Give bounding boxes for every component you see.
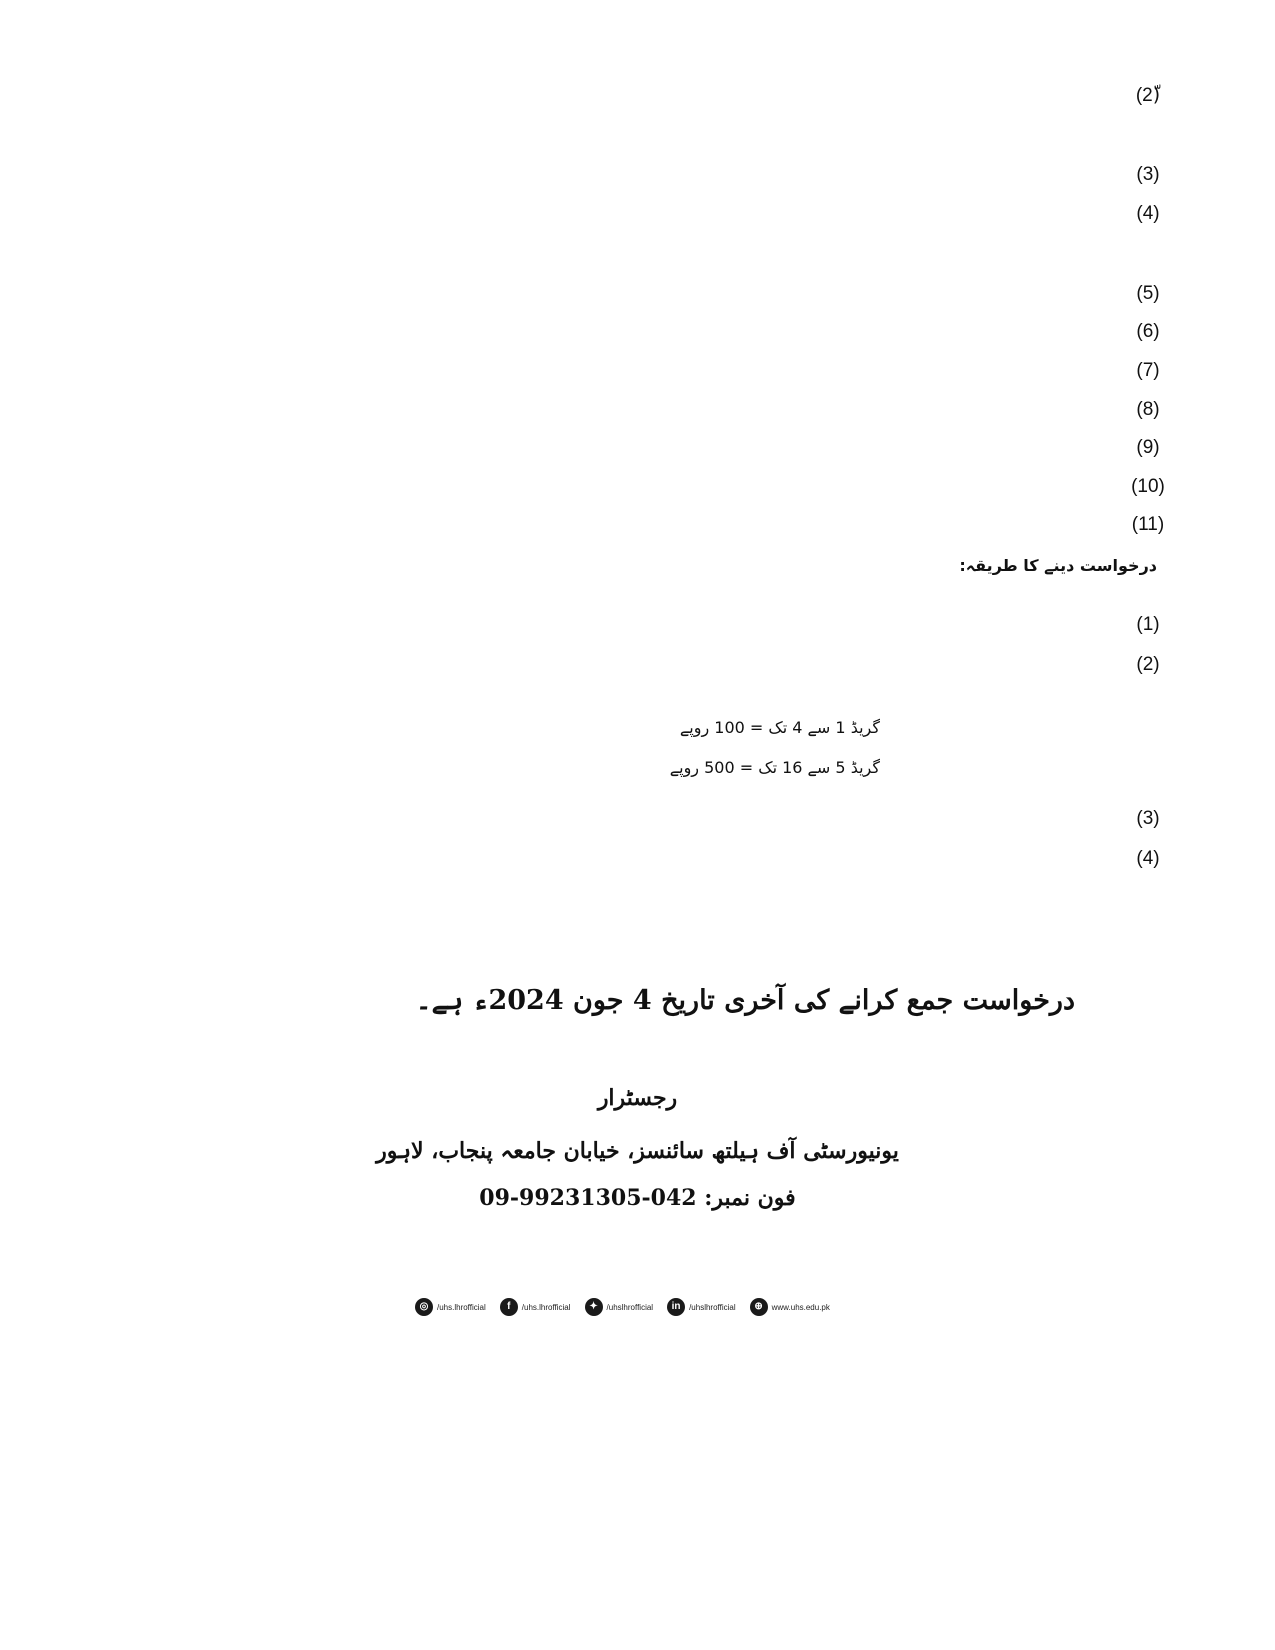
fee-line-grade-5-16: گریڈ 5 سے 16 تک = 500 روپے: [669, 758, 880, 777]
item-number: (2)ّ: [1135, 85, 1161, 106]
signature-phone: فون نمبر: 042-99231305-09: [479, 1185, 796, 1211]
social-link-instagram[interactable]: [415, 1298, 486, 1316]
social-link-linkedin[interactable]: [667, 1298, 736, 1316]
item-number: (4): [1136, 203, 1160, 224]
method-heading: درخواست دینے کا طریقہ:: [959, 556, 1157, 575]
facebook-icon: f: [500, 1298, 518, 1316]
social-link-facebook[interactable]: [500, 1298, 571, 1316]
item-number: (11): [1131, 514, 1165, 535]
item-number: (3): [1136, 808, 1160, 829]
item-number: (5): [1136, 283, 1160, 304]
globe-icon: ⊕: [750, 1298, 768, 1316]
instagram-icon: ◎: [415, 1298, 433, 1316]
item-number: (7): [1136, 360, 1160, 381]
fee-line-grade-1-4: گریڈ 1 سے 4 تک = 100 روپے: [679, 718, 880, 737]
item-number: (2): [1136, 654, 1160, 675]
item-number: (8): [1136, 399, 1160, 420]
social-link-website[interactable]: [750, 1298, 830, 1316]
social-link-twitter[interactable]: [585, 1298, 654, 1316]
social-handle: /uhs.lhrofficial: [437, 1302, 486, 1312]
linkedin-icon: in: [667, 1298, 685, 1316]
item-number: (6): [1136, 321, 1160, 342]
twitter-icon: ✦: [585, 1298, 603, 1316]
signature-organization: یونیورسٹی آف ہیلتھ سائنسز، خیابان جامعہ پنجاب، لاہور: [376, 1138, 899, 1164]
item-number: (10): [1131, 476, 1165, 497]
social-handle: /uhslhrofficial: [689, 1302, 736, 1312]
social-handle: /uhslhrofficial: [606, 1302, 654, 1312]
signature-title: رجسٹرار: [597, 1085, 678, 1111]
item-number: (1): [1136, 614, 1160, 635]
item-number: (4): [1136, 848, 1160, 869]
item-number: (3): [1136, 164, 1160, 185]
footer-social-links: [415, 1296, 915, 1318]
social-handle: www.uhs.edu.pk: [771, 1302, 830, 1312]
social-handle: /uhs.lhrofficial: [521, 1302, 571, 1312]
item-number: (9): [1136, 437, 1160, 458]
deadline-notice: درخواست جمع کرانے کی آخری تاریخ 4 جون 2024ء ہے۔: [415, 985, 1075, 1016]
